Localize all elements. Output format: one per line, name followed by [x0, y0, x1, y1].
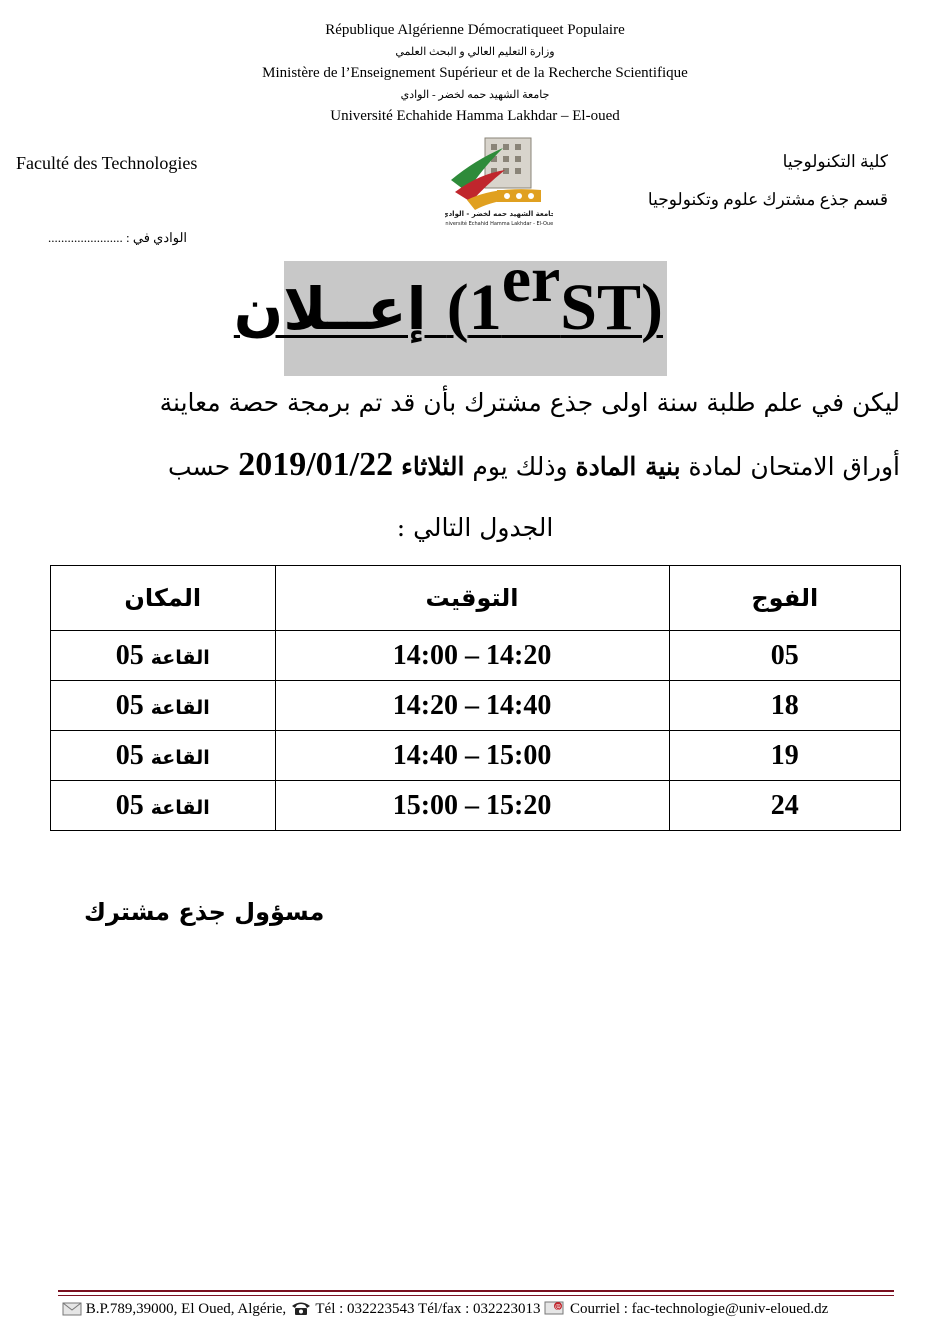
exam-day: الثلاثاء	[401, 452, 465, 481]
schedule-table	[50, 565, 901, 831]
announcement-line-1: ليكن في علم طلبة سنة اولى جذع مشترك بأن قد تم برمجة حصة معاينة	[159, 388, 900, 417]
ministry-name-ar: وزارة التعليم العالي و البحث العلمي	[395, 46, 555, 58]
title-number: 1	[468, 271, 502, 344]
header-group: الفوج	[669, 566, 900, 631]
time-cell: 15:00 – 15:20	[275, 781, 669, 831]
time-cell: 14:20 – 14:40	[275, 681, 669, 731]
announcement-title	[233, 243, 663, 344]
faculty-name-fr: Faculté des Technologies	[16, 153, 198, 173]
title-word: إعــلان	[233, 275, 427, 343]
room-label: القاعة	[150, 646, 210, 669]
group-cell: 05	[669, 631, 900, 681]
room-number: 05	[115, 689, 144, 721]
table-header-row	[51, 566, 901, 631]
envelope-icon	[62, 1301, 82, 1317]
footer-email: Courriel : fac-technologie@univ-eloued.dz	[570, 1301, 829, 1317]
room-cell	[51, 781, 276, 831]
room-number: 05	[115, 789, 144, 821]
group-cell: 19	[669, 731, 900, 781]
title-superscript: er	[501, 243, 561, 316]
signature-title: مسؤول جذع مشترك	[84, 898, 325, 926]
room-label: القاعة	[150, 696, 210, 719]
ministry-name-fr: Ministère de l’Enseignement Supérieur et de la Recherche Scientifique	[262, 65, 688, 81]
room-cell	[51, 731, 276, 781]
university-name-fr: Université Echahide Hamma Lakhdar – El-oued	[330, 108, 620, 124]
header-room: المكان	[51, 566, 276, 631]
faculty-name-ar: كلية التكنولوجيا	[782, 152, 888, 171]
time-cell: 14:00 – 14:20	[275, 631, 669, 681]
republic-name: République Algérienne Démocratiqueet Populaire	[325, 22, 625, 38]
line2-part-b: وذلك يوم	[464, 452, 576, 481]
phone-icon	[290, 1301, 312, 1317]
email-icon	[544, 1301, 566, 1317]
footer-rule-thin	[58, 1295, 894, 1296]
title-close-paren: )	[641, 271, 663, 344]
line2-part-a: أوراق الامتحان لمادة	[680, 452, 900, 481]
time-cell: 14:40 – 15:00	[275, 731, 669, 781]
logo-text-fr: Université Echahid Hamma Lakhdar - El-Oued	[445, 221, 553, 227]
header-time: التوقيت	[275, 566, 669, 631]
place-date-line: الوادي في : .......................	[48, 230, 188, 245]
room-number: 05	[115, 739, 144, 771]
room-cell	[51, 631, 276, 681]
announcement-line-3: الجدول التالي :	[396, 513, 554, 542]
footer-address: B.P.789,39000, El Oued, Algérie,	[85, 1301, 287, 1317]
university-logo	[445, 130, 553, 230]
room-number: 05	[115, 639, 144, 671]
table-row	[51, 681, 901, 731]
table-row	[51, 631, 901, 681]
title-level: ST	[560, 271, 642, 344]
university-name-ar: جامعة الشهيد حمه لخضر - الوادي	[400, 89, 550, 101]
table-row	[51, 731, 901, 781]
group-cell: 18	[669, 681, 900, 731]
footer-contact	[62, 1300, 828, 1318]
department-name: قسم جذع مشترك علوم وتكنولوجيا	[647, 190, 888, 209]
footer-telephone: Tél : 032223543 Tél/fax : 032223013	[315, 1301, 541, 1317]
svg-text:@: @	[555, 1303, 562, 1311]
room-label: القاعة	[150, 746, 210, 769]
table-row	[51, 781, 901, 831]
footer-rule-thick	[58, 1290, 894, 1292]
announcement-line-2	[50, 446, 900, 484]
room-label: القاعة	[150, 796, 210, 819]
exam-date: 2019/01/22	[238, 446, 394, 483]
logo-text-ar: جامعة الشهيد حمه لخضر - الوادي	[445, 210, 553, 218]
line2-part-c: حسب	[167, 452, 239, 481]
title-open-paren: (	[446, 271, 469, 344]
exam-subject: بنية المادة	[575, 452, 681, 481]
announcement-title-box	[233, 243, 667, 376]
room-cell	[51, 681, 276, 731]
group-cell: 24	[669, 781, 900, 831]
